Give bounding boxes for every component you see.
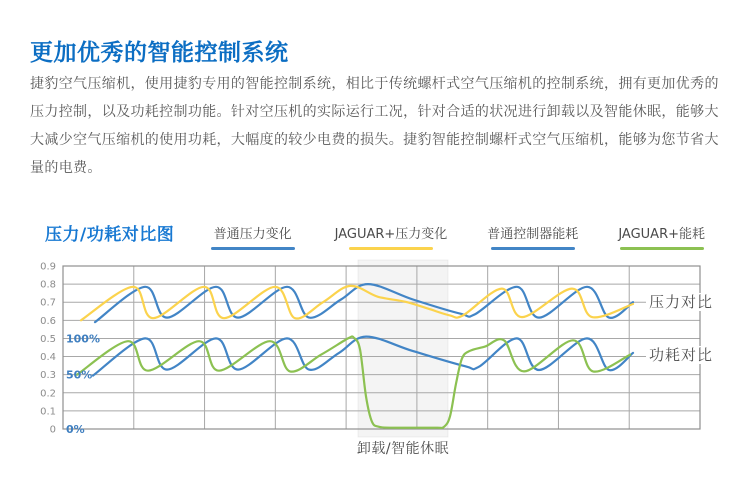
comparison-chart — [0, 250, 753, 475]
legend-label: 普通压力变化 — [213, 227, 292, 242]
intro-paragraph — [30, 70, 730, 182]
y-tick-label: 0.9 — [40, 261, 56, 273]
paragraph-line: 压力控制，以及功耗控制功能。针对空压机的实际运行工况，针对合适的状况进行卸载以及智能休眠，能够大 — [30, 104, 719, 120]
legend-item-normal-pressure — [211, 223, 295, 250]
y-tick-label: 0.1 — [40, 406, 56, 418]
paragraph-line: 捷豹空气压缩机，使用捷豹专用的智能控制系统，相比于传统螺杆式空气压缩机的控制系统，拥有更加优秀的 — [30, 76, 719, 92]
unload-sleep-band-label: 卸载/智能休眠 — [356, 441, 450, 457]
chart-header — [45, 223, 705, 250]
percent-axis-label: 50% — [66, 368, 93, 382]
y-tick-label: 0.8 — [40, 279, 56, 291]
comparison-chart-canvas — [0, 250, 753, 455]
series-curve-1 — [81, 286, 633, 320]
percent-axis-label: 100% — [66, 332, 100, 346]
y-tick-label: 0.5 — [40, 333, 56, 345]
y-tick-label: 0.7 — [40, 297, 56, 309]
annotation-pressure-compare: 压力对比 — [646, 293, 716, 311]
legend-item-jaguar-pressure — [335, 223, 448, 250]
paragraph-line: 大减少空气压缩机的使用功耗，大幅度的较少电费的损失。捷豹智能控制螺杆式空气压缩机，能够为您节省大 — [30, 132, 719, 148]
chart-title: 压力/功耗对比图 — [45, 225, 175, 245]
paragraph-line: 量的电费。 — [30, 160, 102, 176]
y-tick-label: 0.3 — [40, 370, 56, 382]
y-tick-label: 0 — [49, 424, 56, 436]
y-tick-label: 0.4 — [40, 352, 56, 364]
legend-label: 普通控制器能耗 — [487, 227, 579, 242]
legend-item-jaguar-energy — [618, 223, 705, 250]
chart-legend — [211, 223, 705, 250]
page-title: 更加优秀的智能控制系统 — [30, 40, 289, 66]
y-tick-label: 0.2 — [40, 388, 56, 400]
legend-label: JAGUAR+压力变化 — [334, 227, 448, 242]
legend-label: JAGUAR+能耗 — [618, 227, 705, 242]
series-curve-3 — [77, 336, 630, 428]
annotation-power-compare: 功耗对比 — [646, 346, 716, 364]
legend-item-normal-energy — [487, 223, 578, 250]
y-tick-label: 0.6 — [40, 315, 56, 327]
percent-axis-label: 0% — [66, 423, 85, 436]
